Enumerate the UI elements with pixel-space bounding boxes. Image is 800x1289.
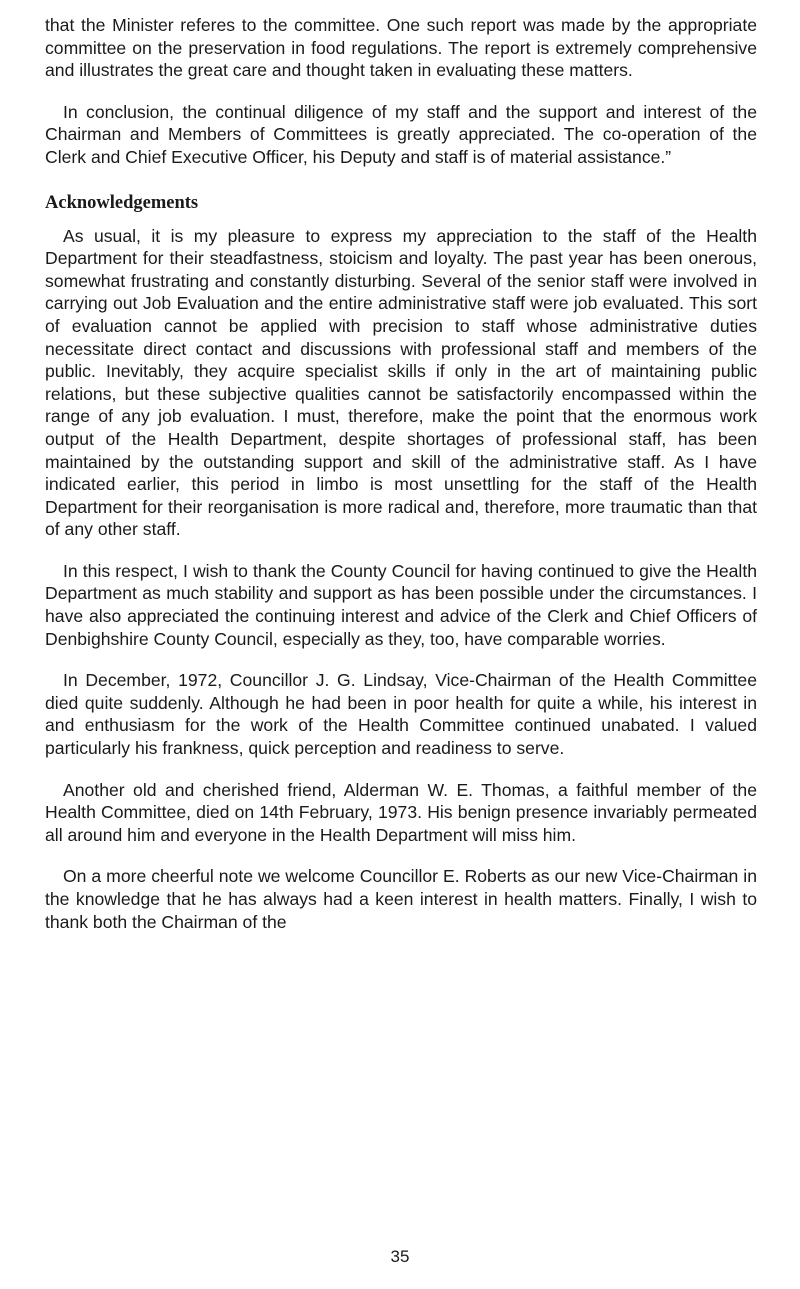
page-number: 35 xyxy=(390,1247,410,1266)
paragraph-staff-appreciation: As usual, it is my pleasure to express my appreciation to the staff of the Health Department for their steadfastness, stoicism and loyalty. The past year has been onerous, somewhat frustrating and constantly disturbing. Several of the senior staff were involved in carrying out Job Evaluation and the entire administrative staff were job evaluated. This sort of evaluation cannot be applied with precision to staff whose administrative duties necessitate direct contact and discussions with professional staff and members of the public. Inevitably, they acquire specialist skills if only in the art of maintaining public relations, but these subjective qualities cannot be satisfactorily encompassed within the range of any job evaluation. I must, therefore, make the point that the enormous work output of the Health Department, despite shortages of professional staff, has been maintained by the outstanding support and skill of the administrative staff. As I have indicated earlier, this period in limbo is most unsettling for the staff of the Health Department for their reorganisation is more radical and, therefore, more traumatic than that of any other staff. xyxy=(45,225,757,540)
section-heading-acknowledgements: Acknowledgements xyxy=(45,192,199,213)
paragraph-councillor-roberts: On a more cheerful note we welcome Councillor E. Roberts as our new Vice-Chairman in the knowledge that he has always had a keen interest in health matters. Finally, I wish to thank both the Chairman of the xyxy=(45,866,757,932)
document-page xyxy=(45,14,757,933)
paragraph-alderman-thomas: Another old and cherished friend, Alderman W. E. Thomas, a faithful member of the Health Committee, died on 14th February, 1973. His benign presence invariably permeated all around him and everyone in the Health Department will miss him. xyxy=(45,779,757,845)
paragraph-conclusion: In conclusion, the continual diligence of my staff and the support and interest of the Chairman and Members of Committees is greatly appreciated. The co-operation of the Clerk and Chief Executive Officer, his Deputy and staff is of material assistance.” xyxy=(45,101,757,167)
paragraph-councillor-lindsay: In December, 1972, Councillor J. G. Lindsay, Vice-Chairman of the Health Committee died quite suddenly. Although he had been in poor health for quite a while, his interest in and enthusiasm for the work of the Health Committee continued unabated. I valued particularly his frankness, quick perception and readiness to serve. xyxy=(45,670,757,759)
paragraph-continuation: that the Minister referes to the committee. One such report was made by the appropriate committee on the preservation in food regulations. The report is extremely comprehensive and illustrates the great care and thought taken in evaluating these matters. xyxy=(45,15,757,81)
paragraph-county-council: In this respect, I wish to thank the County Council for having continued to give the Health Department as much stability and support as has been possible under the circumstances. I have also appreciated the continuing interest and advice of the Clerk and Chief Officers of Denbighshire County Council, especially as they, too, have comparable worries. xyxy=(45,560,757,649)
